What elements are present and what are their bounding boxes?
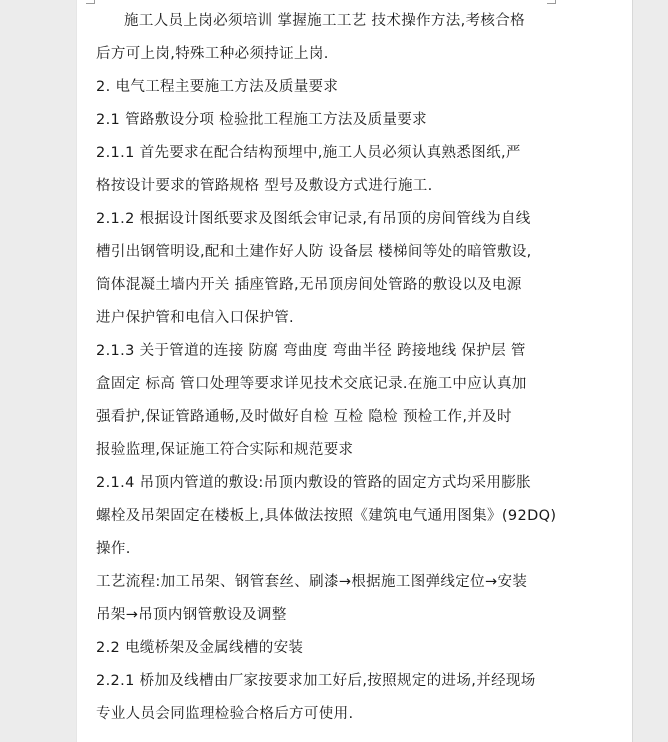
- document-body: [96, 5, 557, 731]
- text-line: 2.1.1 首先要求在配合结构预埋中,施工人员必须认真熟悉图纸,严: [96, 145, 521, 161]
- text-line: 施工人员上岗必须培训 掌握施工工艺 技术操作方法,考核合格: [124, 13, 525, 29]
- paragraph-2-1-4: [96, 467, 557, 566]
- paragraph-2-1-1: [96, 137, 544, 203]
- text-line: 螺栓及吊架固定在楼板上,具体做法按照《建筑电气通用图集》(92DQ): [96, 508, 557, 524]
- text-line: 盒固定 标高 管口处理等要求详见技术交底记录.在施工中应认真加: [96, 376, 527, 392]
- paragraph-2-2-1: [96, 665, 544, 731]
- paragraph-2-1-3: [96, 335, 544, 467]
- text-line: 2.2.1 桥加及线槽由厂家按要求加工好后,按照规定的进场,并经现场: [96, 673, 536, 689]
- process-flow-paragraph: [96, 566, 544, 632]
- text-line: 吊架→吊顶内钢管敷设及调整: [96, 607, 287, 623]
- text-line: 格按设计要求的管路规格 型号及敷设方式进行施工.: [96, 178, 433, 194]
- text-line: 操作.: [96, 541, 131, 557]
- text-line: 2.2 电缆桥架及金属线槽的安装: [96, 640, 304, 656]
- text-line: 2.1.2 根据设计图纸要求及图纸会审记录,有吊顶的房间管线为自线: [96, 211, 531, 227]
- text-line: 筒体混凝土墙内开关 插座管路,无吊顶房间处管路的敷设以及电源: [96, 277, 522, 293]
- page-corner-mark-right-horizontal: [547, 3, 556, 4]
- page-corner-mark-left-horizontal: [86, 3, 95, 4]
- text-line: 后方可上岗,特殊工种必须持证上岗.: [96, 46, 329, 62]
- text-line: 2.1.3 关于管道的连接 防腐 弯曲度 弯曲半径 跨接地线 保护层 管: [96, 343, 526, 359]
- paragraph-2-1-2: [96, 203, 544, 335]
- text-line: 槽引出钢管明设,配和土建作好人防 设备层 楼梯间等处的暗管敷设,: [96, 244, 532, 260]
- document-page: [76, 0, 633, 742]
- text-line: 工艺流程:加工吊架、钢管套丝、刷漆→根据施工图弹线定位→安装: [96, 574, 528, 590]
- text-line: 进户保护管和电信入口保护管.: [96, 310, 295, 326]
- text-line: 2. 电气工程主要施工方法及质量要求: [96, 79, 339, 95]
- section-heading-2: [96, 71, 544, 104]
- text-line: 2.1.4 吊顶内管道的敷设:吊顶内敷设的管路的固定方式均采用膨胀: [96, 475, 531, 491]
- intro-paragraph: [96, 5, 544, 71]
- text-line: 2.1 管路敷设分项 检验批工程施工方法及质量要求: [96, 112, 428, 128]
- subsection-heading-2-2: [96, 632, 544, 665]
- subsection-heading-2-1: [96, 104, 544, 137]
- text-line: 报验监理,保证施工符合实际和规范要求: [96, 442, 354, 458]
- text-line: 强看护,保证管路通畅,及时做好自检 互检 隐检 预检工作,并及时: [96, 409, 512, 425]
- text-line: 专业人员会同监理检验合格后方可使用.: [96, 706, 354, 722]
